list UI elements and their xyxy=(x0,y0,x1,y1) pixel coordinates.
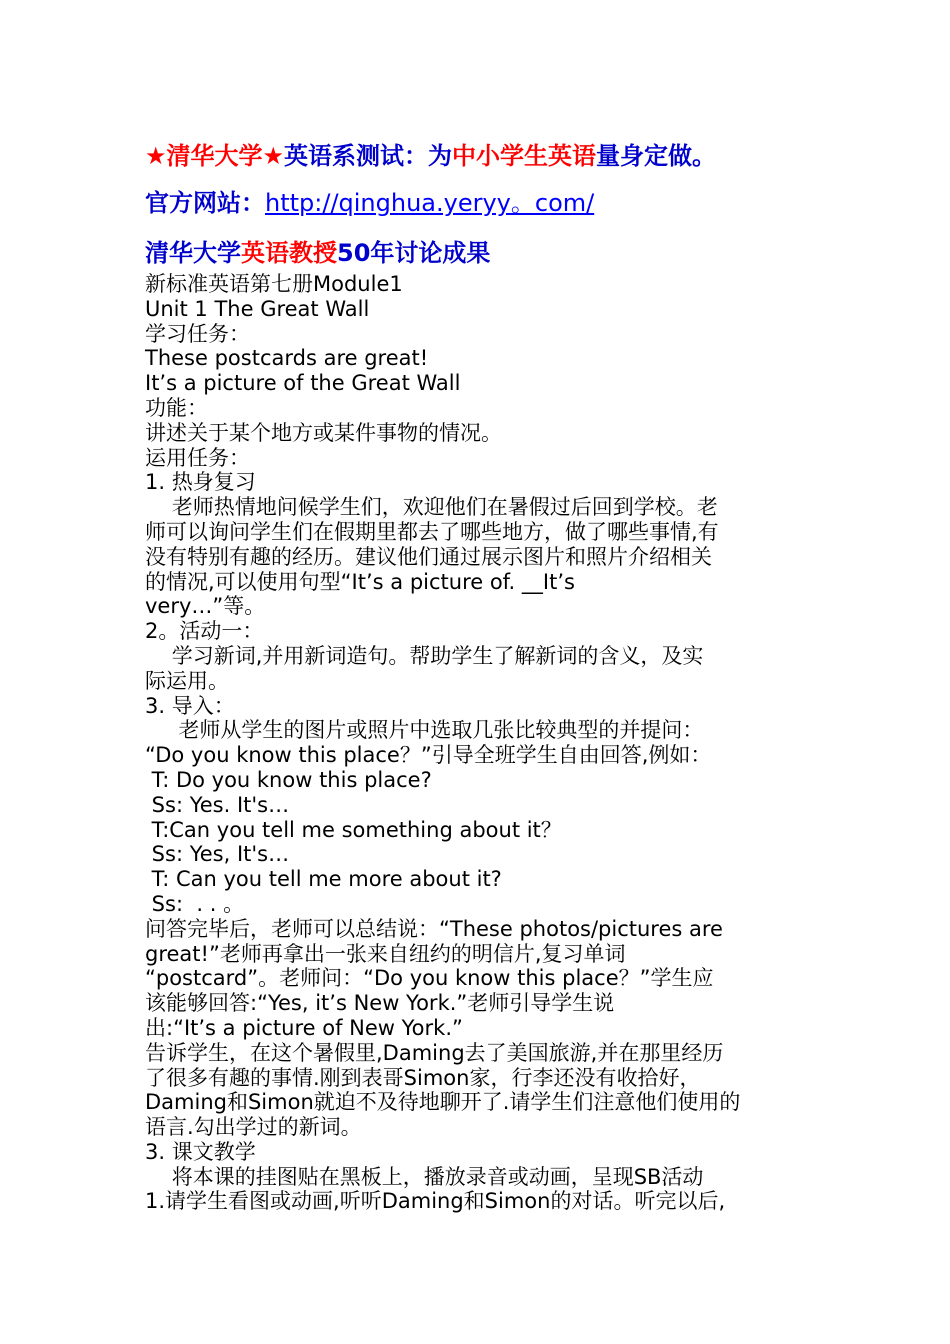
body-line: “Do you know this place？”引导全班学生自由回答,例如： xyxy=(145,743,712,768)
research-part-1: 清华大学 xyxy=(145,239,241,267)
body-line: 3. 导入： xyxy=(145,693,235,718)
body-line: Unit 1 The Great Wall xyxy=(145,296,370,321)
research-part-2: 英语教授 xyxy=(241,239,337,267)
official-site-line xyxy=(145,183,594,218)
headline-part-3: 中小学生英语 xyxy=(452,142,597,170)
headline-part-4: 量身定做。 xyxy=(596,142,717,170)
body-line: 功能： xyxy=(145,395,208,420)
lesson-plan-body xyxy=(145,272,810,1214)
body-line: Daming和Simon就迫不及待地聊开了.请学生们注意他们使用的 xyxy=(145,1090,741,1115)
body-line: Ss: . . 。 xyxy=(145,891,245,916)
body-line: 出:“It’s a picture of New York.” xyxy=(145,1015,463,1040)
body-line: It’s a picture of the Great Wall xyxy=(145,371,461,396)
body-line: 3. 课文教学 xyxy=(145,1139,256,1164)
body-line: 问答完毕后，老师可以总结说：“These photos/pictures are xyxy=(145,916,723,941)
body-line: T: Can you tell me more about it? xyxy=(145,867,502,892)
body-line: Ss: Yes. It's… xyxy=(145,792,290,817)
body-line: 1. 热身复习 xyxy=(145,470,256,495)
body-line: 告诉学生，在这个暑假里,Daming去了美国旅游,并在那里经历 xyxy=(145,1040,724,1065)
research-headline xyxy=(145,233,490,268)
promo-headline xyxy=(145,136,716,171)
body-line: 2。活动一： xyxy=(145,619,264,644)
body-line: 新标准英语第七册Module1 xyxy=(145,272,403,296)
body-line: 际运用。 xyxy=(145,668,229,693)
body-line: 将本课的挂图贴在黑板上，播放录音或动画，呈现SB活动 xyxy=(145,1164,704,1189)
research-part-3: 50年讨论成果 xyxy=(337,239,491,267)
body-line: 该能够回答:“Yes, it’s New York.”老师引导学生说 xyxy=(145,991,615,1016)
official-site-link[interactable]: http://qinghua.yeryy。com/ xyxy=(265,189,595,217)
body-line: T: Do you know this place? xyxy=(145,767,432,792)
body-line: “postcard”。老师问：“Do you know this place？”学生应 xyxy=(145,966,714,991)
body-line: 学习任务： xyxy=(145,321,250,346)
body-line: 老师热情地问候学生们，欢迎他们在暑假过后回到学校。老 xyxy=(145,495,718,520)
body-line: great!”老师再拿出一张来自纽约的明信片,复习单词 xyxy=(145,941,626,966)
body-line: 师可以询问学生们在假期里都去了哪些地方，做了哪些事情,有 xyxy=(145,519,719,544)
official-site-label: 官方网站： xyxy=(145,189,265,217)
headline-part-1: ★清华大学★ xyxy=(145,142,285,170)
body-line: 运用任务： xyxy=(145,445,250,470)
body-line: 学习新词,并用新词造句。帮助学生了解新词的含义，及实 xyxy=(145,643,704,668)
body-line: T:Can you tell me something about it？ xyxy=(145,817,562,842)
headline-part-2: 英语系测试：为 xyxy=(284,142,453,170)
body-line: 语言.勾出学过的新词。 xyxy=(145,1115,362,1140)
body-line: 的情况,可以使用句型“It’s a picture of. __It’s xyxy=(145,569,575,594)
body-line: Ss: Yes, It's… xyxy=(145,842,290,867)
body-line: 没有特别有趣的经历。建议他们通过展示图片和照片介绍相关 xyxy=(145,544,712,569)
body-line: These postcards are great! xyxy=(145,346,429,371)
body-line: 1.请学生看图或动画,听听Daming和Simon的对话。听完以后, xyxy=(145,1189,726,1214)
body-line: 老师从学生的图片或照片中选取几张比较典型的并提问： xyxy=(145,718,704,743)
body-line: 讲述关于某个地方或某件事物的情况。 xyxy=(145,420,502,445)
body-line: 了很多有趣的事情.刚到表哥Simon家，行李还没有收拾好， xyxy=(145,1065,701,1090)
body-line: very…”等。 xyxy=(145,594,266,619)
